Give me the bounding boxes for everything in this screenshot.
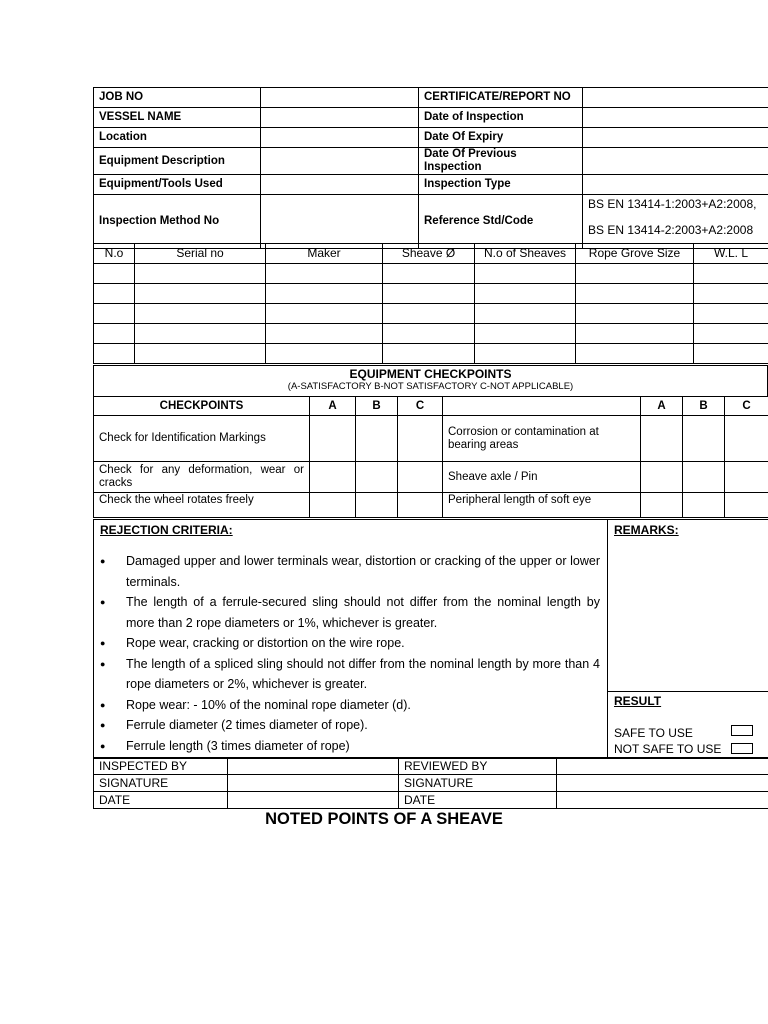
remarks-field[interactable]	[608, 540, 768, 690]
certificate-report-no-field[interactable]	[583, 88, 768, 108]
checkpoints-header-right	[443, 397, 641, 416]
col-b-header-right: B	[683, 397, 725, 416]
equipment-checkpoints-title: EQUIPMENT CHECKPOINTS	[349, 367, 512, 381]
reviewer-date-label: DATE	[399, 792, 557, 809]
location-field[interactable]	[261, 128, 419, 148]
col-no-of-sheaves-header: N.o of Sheaves	[475, 244, 576, 264]
job-no-label: JOB NO	[94, 88, 261, 108]
table-row	[94, 462, 768, 493]
equipment-tools-used-field[interactable]	[261, 175, 419, 195]
table-row	[94, 493, 768, 518]
rejection-criteria-list	[100, 551, 600, 756]
table-row	[94, 324, 768, 344]
equipment-tools-used-label: Equipment/Tools Used	[94, 175, 261, 195]
equipment-checkpoints-legend: (A-SATISFACTORY B-NOT SATISFACTORY C-NOT APPLICABLE)	[287, 381, 574, 392]
date-of-previous-inspection-label: Date Of Previous Inspection	[419, 148, 583, 175]
checkpoint-wheel-rotates: Check the wheel rotates freely	[94, 493, 310, 518]
checkpoints-table	[93, 396, 768, 518]
certificate-report-no-label: CERTIFICATE/REPORT NO	[419, 88, 583, 108]
equipment-serial-table	[93, 243, 768, 364]
list-item: ● Rope wear, cracking or distortion on the wire rope.	[100, 633, 600, 654]
col-c-header: C	[398, 397, 443, 416]
vessel-name-field[interactable]	[261, 108, 419, 128]
table-row	[94, 284, 768, 304]
inspection-method-no-field[interactable]	[261, 195, 419, 249]
equipment-checkpoints-title-box	[93, 365, 768, 397]
reference-std-code-label: Reference Std/Code	[419, 195, 583, 249]
checkpoint-identification-markings: Check for Identification Markings	[94, 416, 310, 462]
signoff-table	[93, 757, 768, 809]
vessel-name-label: VESSEL NAME	[94, 108, 261, 128]
rejection-remarks-section	[93, 519, 768, 759]
col-c-header-right: C	[725, 397, 768, 416]
table-row	[94, 775, 768, 792]
col-maker-header: Maker	[266, 244, 383, 264]
result-title: RESULT	[614, 694, 662, 708]
equipment-description-label: Equipment Description	[94, 148, 261, 175]
inspector-signature-label: SIGNATURE	[94, 775, 228, 792]
list-item: ● The length of a spliced sling should not differ from the nominal length by more than 4 rope diameters or 2%, whichever is greater.	[100, 654, 600, 695]
col-a-header-right: A	[641, 397, 683, 416]
job-no-field[interactable]	[261, 88, 419, 108]
inspector-date-label: DATE	[94, 792, 228, 809]
list-item: ● Rope wear: - 10% of the nominal rope diameter (d).	[100, 695, 600, 716]
col-no-header: N.o	[94, 244, 135, 264]
inspection-method-no-label: Inspection Method No	[94, 195, 261, 249]
date-of-expiry-field[interactable]	[583, 128, 768, 148]
date-of-expiry-label: Date Of Expiry	[419, 128, 583, 148]
checkpoint-deformation-wear: Check for any deformation, wear or cracks	[94, 462, 310, 493]
date-of-inspection-field[interactable]	[583, 108, 768, 128]
col-serial-no-header: Serial no	[135, 244, 266, 264]
list-item: ● The length of a ferrule-secured sling should not differ from the nominal length by more than 2 rope diameters or 1%, whichever is greater.	[100, 592, 600, 633]
page-title: NOTED POINTS OF A SHEAVE	[265, 810, 503, 828]
remarks-title: REMARKS:	[614, 523, 679, 537]
date-of-inspection-label: Date of Inspection	[419, 108, 583, 128]
reviewed-by-field[interactable]	[557, 758, 768, 775]
inspector-signature-field[interactable]	[228, 775, 399, 792]
checkpoint-sheave-axle-pin: Sheave axle / Pin	[443, 462, 641, 493]
col-wll-header: W.L. L	[694, 244, 768, 264]
reviewed-by-label: REVIEWED BY	[399, 758, 557, 775]
col-rope-grove-size-header: Rope Grove Size	[576, 244, 694, 264]
table-row	[94, 416, 768, 462]
inspection-type-field[interactable]	[583, 175, 768, 195]
col-sheave-diameter-header: Sheave Ø	[383, 244, 475, 264]
inspected-by-field[interactable]	[228, 758, 399, 775]
reviewer-date-field[interactable]	[557, 792, 768, 809]
col-b-header: B	[356, 397, 398, 416]
table-row	[94, 758, 768, 775]
inspection-header-table	[93, 87, 768, 249]
inspector-date-field[interactable]	[228, 792, 399, 809]
checkpoints-header: CHECKPOINTS	[94, 397, 310, 416]
reviewer-signature-field[interactable]	[557, 775, 768, 792]
result-divider	[607, 691, 768, 692]
list-item: ● Ferrule diameter (2 times diameter of rope).	[100, 715, 600, 736]
table-row	[94, 304, 768, 324]
location-label: Location	[94, 128, 261, 148]
reference-std-code-value	[583, 195, 768, 249]
table-row	[94, 792, 768, 809]
inspected-by-label: INSPECTED BY	[94, 758, 228, 775]
equipment-description-field[interactable]	[261, 148, 419, 175]
col-a-header: A	[310, 397, 356, 416]
safe-to-use-label: SAFE TO USE	[614, 726, 693, 740]
reference-std-value-2: BS EN 13414-2:2003+A2:2008	[588, 223, 754, 237]
list-item: ● Damaged upper and lower terminals wear, distortion or cracking of the upper or lower terminals.	[100, 551, 600, 592]
serial-table-header	[94, 244, 768, 264]
rejection-criteria-title: REJECTION CRITERIA:	[100, 523, 233, 537]
reviewer-signature-label: SIGNATURE	[399, 775, 557, 792]
not-safe-to-use-checkbox[interactable]	[731, 743, 753, 754]
checkpoint-peripheral-length: Peripheral length of soft eye	[443, 493, 641, 518]
table-row	[94, 264, 768, 284]
checkpoint-corrosion-bearing: Corrosion or contamination at bearing areas	[443, 416, 641, 462]
not-safe-to-use-label: NOT SAFE TO USE	[614, 742, 722, 756]
safe-to-use-checkbox[interactable]	[731, 725, 753, 736]
reference-std-value-1: BS EN 13414-1:2003+A2:2008,	[588, 197, 757, 211]
table-row	[94, 344, 768, 364]
date-of-previous-inspection-field[interactable]	[583, 148, 768, 175]
list-item: ● Ferrule length (3 times diameter of rope)	[100, 736, 600, 757]
inspection-type-label: Inspection Type	[419, 175, 583, 195]
